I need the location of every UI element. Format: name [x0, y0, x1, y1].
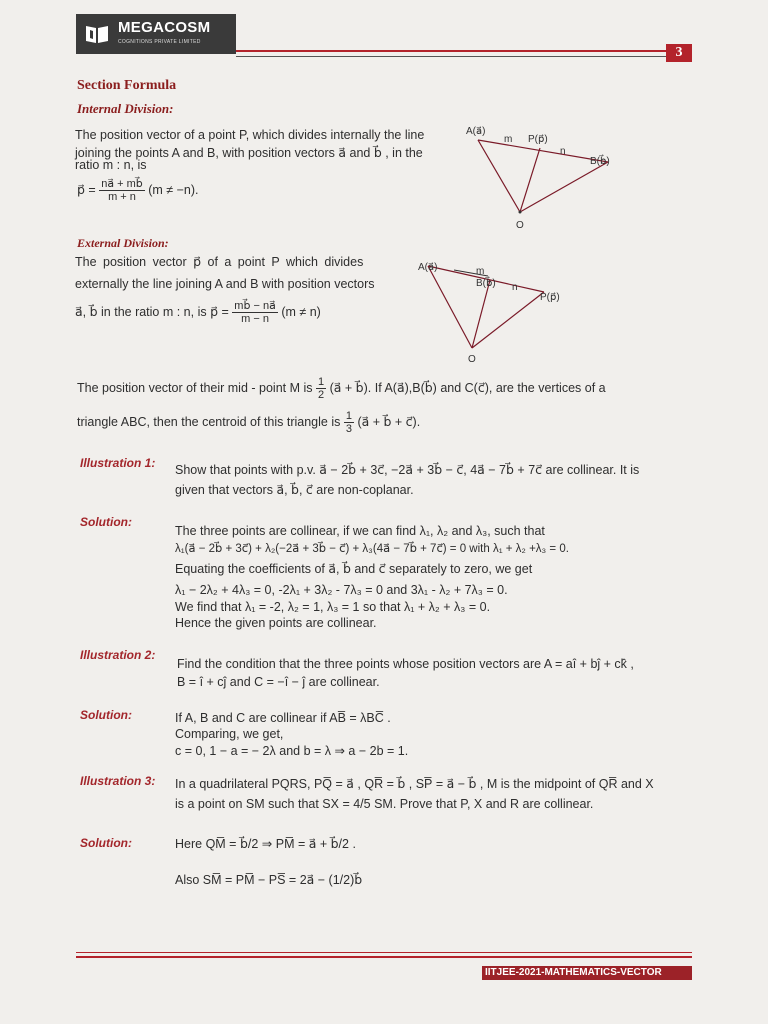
formula-denominator: m + n [108, 191, 136, 203]
footer-tag: IITJEE-2021-MATHEMATICS-VECTOR [482, 966, 692, 980]
external-formula-fraction [232, 300, 278, 325]
illustration-3-line1: In a quadrilateral PQRS, PQ̅ = a⃗ , QR̅ = b⃗ , SP̅ = a⃗ − b⃗ , M is the midpoint of QR̅ and X [175, 777, 654, 791]
formula-numerator: na⃗ + mb⃗ [101, 178, 143, 190]
illustration-1-line2: given that vectors a⃗, b⃗, c⃗ are non-coplanar. [175, 483, 414, 497]
midpoint-frac-den: 2 [318, 389, 325, 401]
illustration-2-label: Illustration 2: [80, 648, 156, 662]
solution-3-label: Solution: [80, 836, 132, 850]
illustration-2-line1: Find the condition that the three points whose position vectors are A = aî + bĵ + ck̂ , [177, 657, 634, 671]
external-formula-lhs: a⃗, b⃗ in the ratio m : n, is p⃗ = [75, 304, 229, 319]
internal-division-diagram [460, 120, 630, 235]
centroid-text-post: (a⃗ + b⃗ + c⃗). [357, 414, 421, 429]
solution-1-line4: λ₁ − 2λ₂ + 4λ₃ = 0, -2λ₁ + 3λ₂ - 7λ₃ = 0 and 3λ₁ - λ₂ + 7λ₃ = 0. [175, 583, 508, 597]
label-P: P(p⃗) [528, 134, 548, 145]
external-formula-condition: (m ≠ n) [281, 304, 321, 319]
header-rule-2 [236, 56, 666, 57]
footer-rule [76, 952, 692, 953]
external-formula-numerator: mb⃗ − na⃗ [234, 300, 276, 312]
centroid-line [77, 410, 420, 435]
solution-1-label: Solution: [80, 515, 132, 529]
label-O: O [516, 220, 524, 231]
internal-text-line2: joining the points A and B, with position vectors a⃗ and b⃗ , in the [75, 146, 423, 160]
illustration-2-line2: B = î + cĵ and C = −î − ĵ are collinear. [177, 675, 380, 689]
centroid-frac-num: 1 [345, 410, 352, 422]
midpoint-text-pre: The position vector of their mid - point M is [77, 380, 313, 395]
solution-1-line2: λ₁(a⃗ − 2b⃗ + 3c⃗) + λ₂(−2a⃗ + 3b⃗ − c⃗) + λ₃(4a⃗ − 7b⃗ + 7c⃗) = 0 with λ₁ + λ₂ +λ₃ = 0. [175, 543, 569, 555]
external-division-heading: External Division: [77, 236, 169, 250]
illustration-1-line1: Show that points with p.v. a⃗ − 2b⃗ + 3c⃗, −2a⃗ + 3b⃗ − c⃗, 4a⃗ − 7b⃗ + 7c⃗ are collinear. It is [175, 463, 640, 477]
illustration-3-label: Illustration 3: [80, 774, 156, 788]
solution-1-line6: Hence the given points are collinear. [175, 616, 377, 630]
external-text-line2: externally the line joining A and B with position vectors [75, 277, 375, 291]
brand-subtitle: COGNITIONS PRIVATE LIMITED [118, 39, 201, 45]
solution-3-line2: Also SM̅ = PM̅ − PS̅ = 2a⃗ − (1/2)b⃗ [175, 873, 363, 887]
solution-1-line5: We find that λ₁ = -2, λ₂ = 1, λ₃ = 1 so that λ₁ + λ₂ + λ₃ = 0. [175, 600, 491, 614]
label-n: n [560, 146, 566, 157]
external-formula-denominator: m − n [241, 313, 269, 325]
midpoint-frac-num: 1 [318, 376, 325, 388]
internal-division-heading: Internal Division: [77, 101, 174, 116]
page-number: 3 [666, 44, 692, 62]
midpoint-text-post: (a⃗ + b⃗). If A(a⃗),B(b⃗) and C(c⃗), are the vertices of a [329, 380, 606, 395]
solution-2-line3: c = 0, 1 − a = − 2λ and b = λ ⇒ a − 2b = 1. [175, 744, 409, 758]
formula-lhs: p⃗ = [77, 182, 96, 197]
internal-formula [77, 178, 199, 203]
header-rule [236, 50, 692, 52]
internal-text-line1: The position vector of a point P, which divides internally the line [75, 128, 425, 142]
solution-2-line2: Comparing, we get, [175, 727, 284, 741]
solution-3-line1: Here QM̅ = b⃗/2 ⇒ PM̅ = a⃗ + b⃗/2 . [175, 837, 356, 851]
ext-label-A: A(a⃗) [418, 262, 438, 273]
external-text-line1: The position vector p⃗ of a point P which divides [75, 255, 364, 269]
ext-label-B: B(b⃗) [476, 278, 496, 289]
book-icon [84, 23, 110, 45]
brand-name: MEGACOSM [118, 19, 211, 36]
solution-2-label: Solution: [80, 708, 132, 722]
label-A: A(a⃗) [466, 126, 486, 137]
midpoint-line [77, 376, 697, 401]
label-m: m [504, 134, 513, 145]
ext-label-P: P(p⃗) [540, 292, 560, 303]
footer-rule-2 [76, 956, 692, 958]
external-division-diagram [414, 256, 584, 366]
ext-label-m: m [476, 266, 485, 277]
formula-fraction [99, 178, 145, 203]
centroid-fraction [344, 410, 354, 435]
solution-1-line3: Equating the coefficients of a⃗, b⃗ and c⃗ separately to zero, we get [175, 562, 533, 576]
internal-text-line3: ratio m : n, is [75, 158, 147, 172]
brand-logo [76, 14, 236, 54]
ext-label-O: O [468, 354, 476, 365]
ext-label-n: n [512, 282, 518, 293]
solution-1-line1: The three points are collinear, if we can find λ₁, λ₂ and λ₃, such that [175, 524, 545, 538]
formula-condition: (m ≠ −n). [148, 182, 199, 197]
centroid-text-pre: triangle ABC, then the centroid of this triangle is [77, 414, 341, 429]
solution-2-line1: If A, B and C are collinear if AB̅ = λBC̅ . [175, 711, 391, 725]
label-B: B(b⃗) [590, 156, 610, 167]
illustration-3-line2: is a point on SM such that SX = 4/5 SM. Prove that P, X and R are collinear. [175, 797, 594, 811]
centroid-frac-den: 3 [345, 423, 352, 435]
external-formula [75, 300, 321, 325]
illustration-1-label: Illustration 1: [80, 456, 156, 470]
section-title: Section Formula [77, 78, 177, 93]
midpoint-fraction [316, 376, 326, 401]
